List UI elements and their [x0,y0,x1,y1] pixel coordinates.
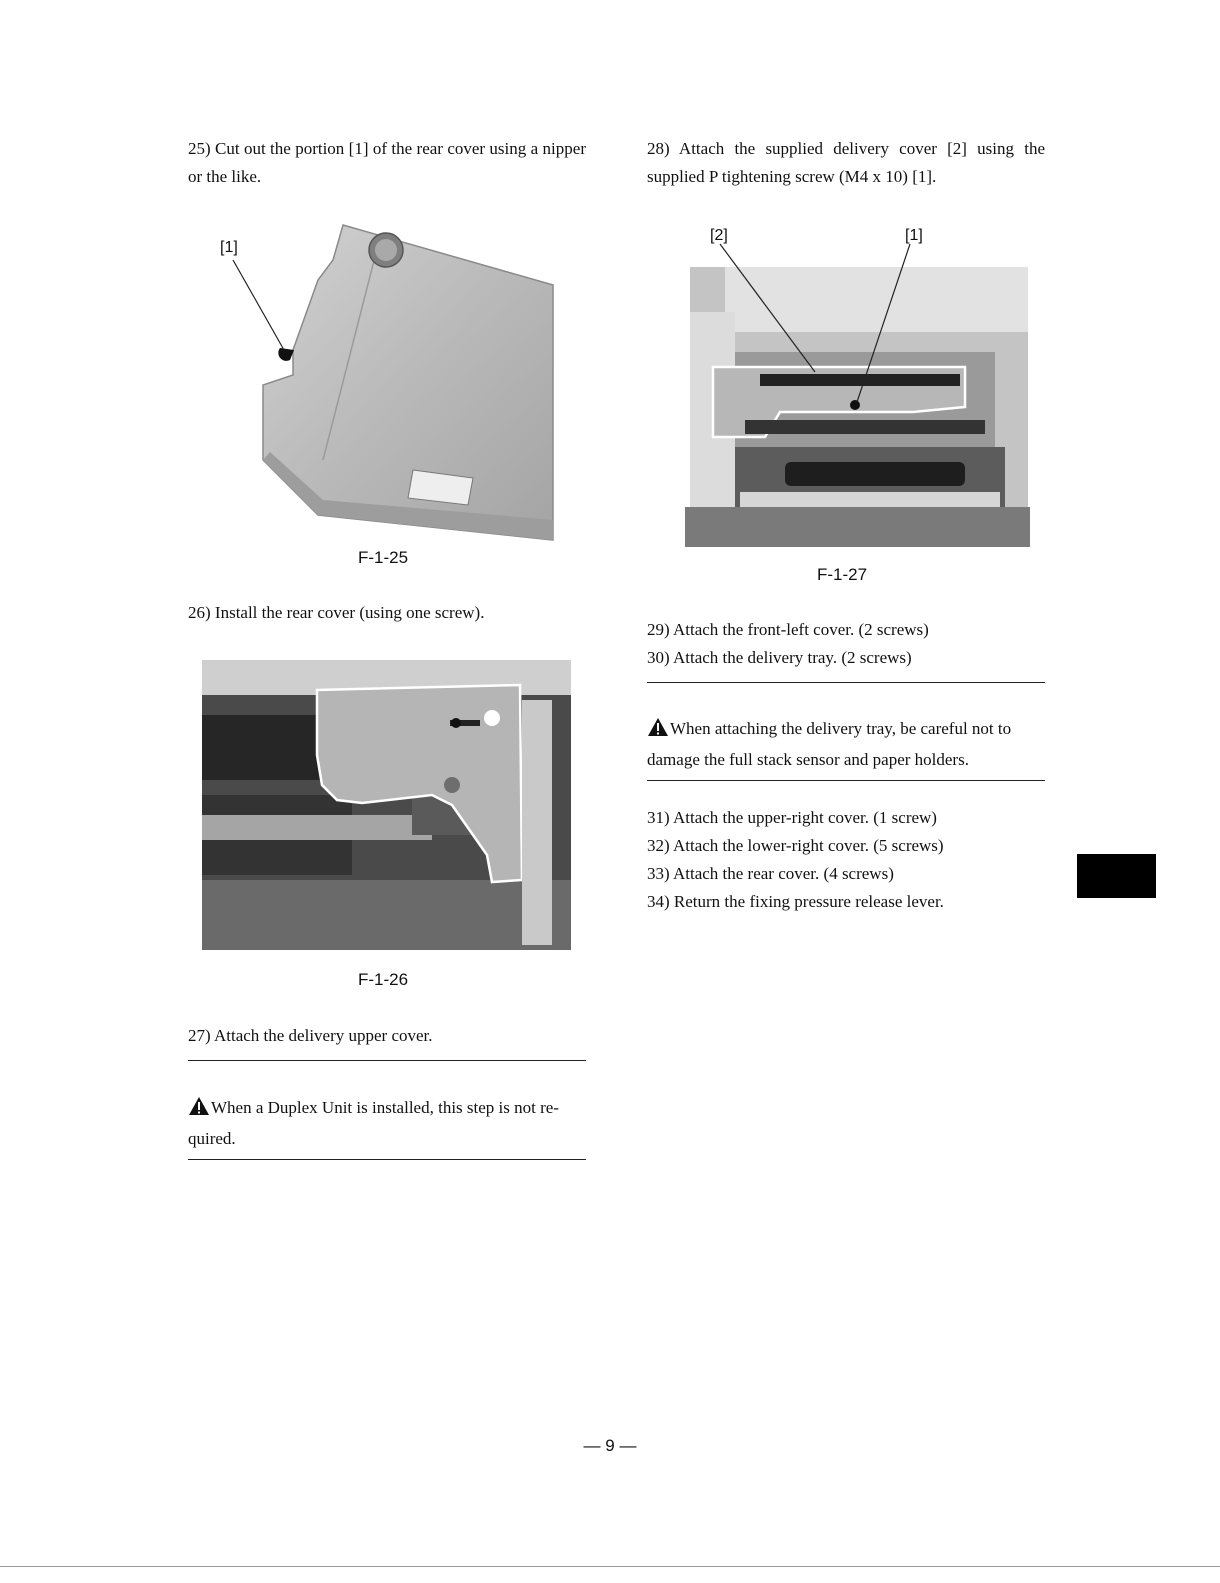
warning-triangle-icon [188,1096,210,1125]
caution-30-block [647,715,1045,774]
figure-27-callout-label-2: [2] [710,227,728,244]
page-bottom-line [0,1566,1220,1567]
caution-27-text: When a Duplex Unit is installed, this step is not re-quired. [188,1098,559,1148]
step-28-text: 28) Attach the supplied delivery cover [2] using the supplied P tightening screw (M4 x 10) [1]. [647,139,1045,186]
chapter-tab-marker [1077,854,1156,898]
step-25-text: 25) Cut out the portion [1] of the rear cover using a nipper or the like. [188,139,586,186]
caution-27-block [188,1094,586,1153]
figure-f-1-26-installed-cover-photo [202,660,571,950]
figure-f-1-25-rear-cover-photo [218,220,588,545]
figure-25-caption: F-1-25 [358,548,409,567]
step-34-text: 34) Return the fixing pressure release lever. [647,892,944,911]
step-31-text: 31) Attach the upper-right cover. (1 screw) [647,808,937,827]
step-27-text: 27) Attach the delivery upper cover. [188,1026,433,1045]
caution-bottom-rule [647,780,1045,781]
caution-30-text: When attaching the delivery tray, be careful not to damage the full stack sensor and paper holders. [647,719,1012,769]
figure-f-1-27-delivery-cover-photo [685,222,1030,547]
figure-26-caption: F-1-26 [358,970,409,989]
caution-bottom-rule [188,1159,586,1160]
step-33-text: 33) Attach the rear cover. (4 screws) [647,864,894,883]
figure-27-caption: F-1-27 [817,565,868,584]
step-30-text: 30) Attach the delivery tray. (2 screws) [647,648,912,667]
page-number: — 9 — [583,1436,637,1455]
caution-top-rule [647,682,1045,683]
step-32-text: 32) Attach the lower-right cover. (5 screws) [647,836,944,855]
figure-25-callout-label: [1] [220,239,238,256]
step-26-text: 26) Install the rear cover (using one screw). [188,603,485,622]
caution-top-rule [188,1060,586,1061]
step-29-text: 29) Attach the front-left cover. (2 screws) [647,620,929,639]
warning-triangle-icon [647,717,669,746]
figure-27-callout-label-1: [1] [905,227,923,244]
